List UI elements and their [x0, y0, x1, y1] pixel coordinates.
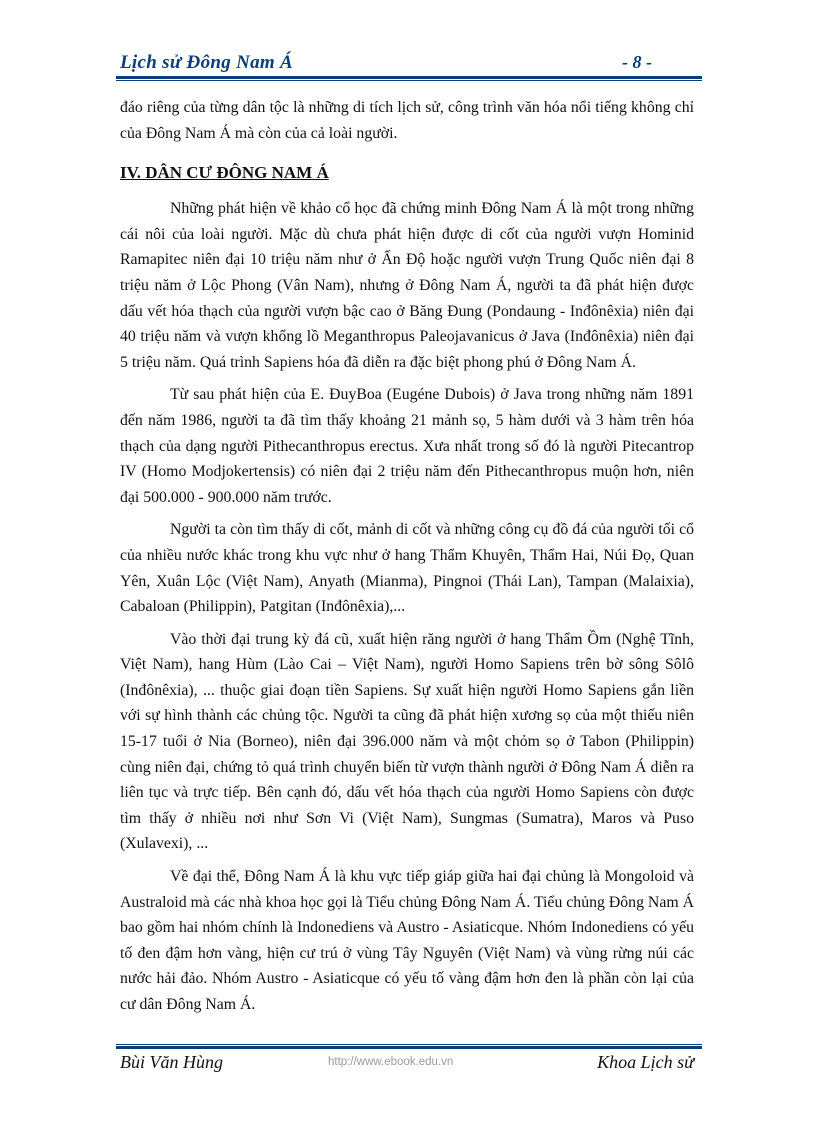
page-body: [120, 95, 694, 1025]
header-divider: [116, 76, 702, 81]
footer-author: Bùi Văn Hùng: [120, 1052, 223, 1072]
page-header: [120, 48, 700, 78]
footer-department: Khoa Lịch sử: [597, 1052, 694, 1072]
paragraph-2: Từ sau phát hiện của E. ĐuyBoa (Eugéne Dubois) ở Java trong những năm 1891 đến năm 1986, người ta đã tìm thấy khoảng 21 mảnh sọ, 5 hàm dưới và 3 hàm trên hóa thạch của dạng người Pithecanthropus erectus. Xưa nhất trong số đó là người Pitecantrop IV (Homo Modjokertensis) có niên đại 2 triệu năm đến Pithecanthropus muộn hơn, niên đại 500.000 - 900.000 năm trước.: [120, 386, 694, 506]
section-heading: IV. DÂN CƯ ĐÔNG NAM Á: [120, 163, 329, 183]
page-number: - 8 -: [622, 52, 652, 72]
intro-paragraph: đáo riêng của từng dân tộc là những di tích lịch sử, công trình văn hóa nổi tiếng không chỉ của Đông Nam Á mà còn của cả loài người.: [120, 99, 694, 142]
footer-url-link[interactable]: http://www.ebook.edu.vn: [328, 1056, 454, 1068]
paragraph-4: Vào thời đại trung kỳ đá cũ, xuất hiện răng người ở hang Thẩm Ồm (Nghệ Tĩnh, Việt Nam), hang Hùm (Lào Cai – Việt Nam), người Homo Sapiens trên bờ sông Sôlô (Inđônêxia), ... thuộc giai đoạn tiền Sapiens. Sự xuất hiện người Homo Sapiens gắn liền với sự hình thành các chủng tộc. Người ta cũng đã phát hiện xương sọ của một thiếu niên 15-17 tuổi ở Nia (Borneo), niên đại 396.000 năm và một chỏm sọ ở Tabon (Philippin) cùng niên đại, chứng tỏ quá trình chuyển biến từ vượn thành người ở Đông Nam Á diễn ra liên tục và trực tiếp. Bên cạnh đó, dấu vết hóa thạch của người Homo Sapiens còn được tìm thấy ở nhiều nơi như Sơn Vi (Việt Nam), Sungmas (Sumatra), Maros và Puso (Xulavexi), ...: [120, 630, 694, 853]
header-title: Lịch sử Đông Nam Á: [120, 52, 294, 73]
page-footer: [120, 1052, 694, 1076]
paragraph-5: Về đại thể, Đông Nam Á là khu vực tiếp giáp giữa hai đại chủng là Mongoloid và Australoid mà các nhà khoa học gọi là Tiểu chủng Đông Nam Á. Tiểu chủng Đông Nam Á bao gồm hai nhóm chính là Indonediens và Austro - Asiaticque. Nhóm Indonediens có yếu tố đen đậm hơn vàng, hiện cư trú ở vùng Tây Nguyên (Việt Nam) và vùng rừng núi các nước hải đảo. Nhóm Austro - Asiaticque có yếu tố vàng đậm hơn đen là phần còn lại của cư dân Đông Nam Á.: [120, 868, 694, 1013]
footer-divider: [116, 1044, 702, 1049]
paragraph-1: Những phát hiện về khảo cổ học đã chứng minh Đông Nam Á là một trong những cái nôi của loài người. Mặc dù chưa phát hiện được di cốt của người vượn Hominid Ramapitec niên đại 10 triệu năm như ở Ấn Độ hoặc người vượn Trung Quốc niên đại 8 triệu năm ở Lộc Phong (Vân Nam), nhưng ở Đông Nam Á, người ta đã phát hiện được dấu vết hóa thạch của người vượn bậc cao ở Băng Đung (Pondaung - Inđônêxia) niên đại 40 triệu năm và vượn khổng lồ Meganthropus Paleojavanicus ở Java (Inđônêxia) niên đại 5 triệu năm. Quá trình Sapiens hóa đã diễn ra đặc biệt phong phú ở Đông Nam Á.: [120, 200, 694, 371]
paragraph-3: Người ta còn tìm thấy di cốt, mảnh di cốt và những công cụ đồ đá của người tối cổ của nhiều nước khác trong khu vực như ở hang Thẩm Khuyên, Thẩm Hai, Núi Đọ, Quan Yên, Xuân Lộc (Việt Nam), Anyath (Mianma), Pingnoi (Thái Lan), Tampan (Malaixia), Cabaloan (Philippin), Patgitan (Inđônêxia),...: [120, 521, 694, 616]
